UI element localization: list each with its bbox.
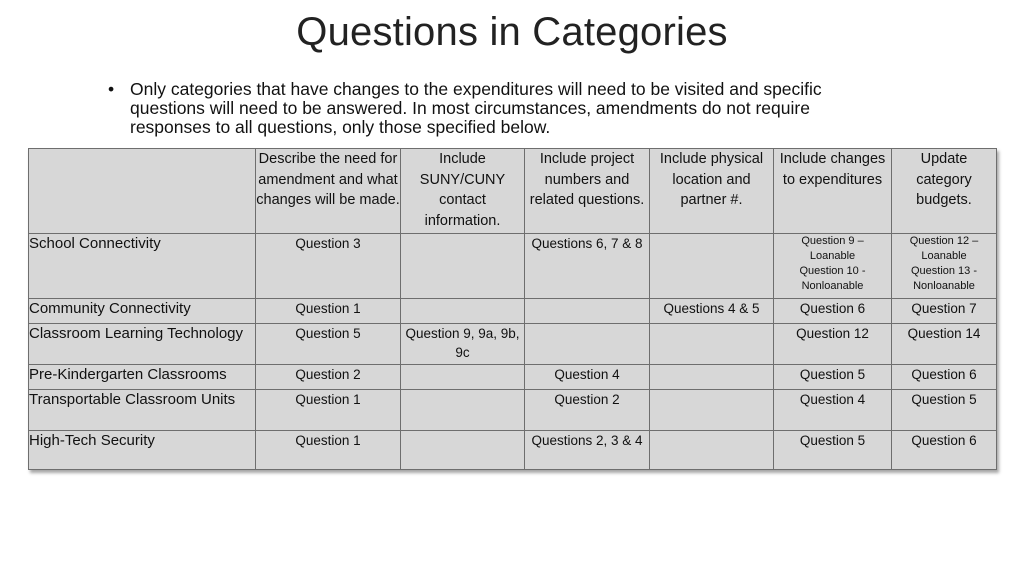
table-cell-expenditures: [774, 234, 892, 299]
table-cell: Questions 2, 3 & 4: [525, 431, 650, 470]
table-cell: Question 3: [256, 234, 401, 299]
table-cell: Questions 4 & 5: [650, 299, 774, 324]
table-row: [29, 324, 997, 365]
cell-line: Question 12 –: [909, 235, 979, 247]
table-row: [29, 234, 997, 299]
table-cell: Question 1: [256, 390, 401, 431]
cell-line: Loanable: [809, 250, 856, 262]
table-cell: Question 5: [256, 324, 401, 365]
cell-line: Question 9 –: [801, 235, 864, 247]
table-cell: Question 2: [256, 365, 401, 390]
table-cell: [650, 365, 774, 390]
cell-line: Nonloanable: [801, 280, 864, 292]
row-category: Transportable Classroom Units: [29, 390, 256, 431]
table-cell: [525, 324, 650, 365]
table-cell: Question 14: [892, 324, 997, 365]
header-suny-cuny-contact: Include SUNY/CUNY contact information.: [401, 149, 525, 234]
table-cell: Question 5: [774, 431, 892, 470]
table-cell: Question 7: [892, 299, 997, 324]
slide-title: Questions in Categories: [296, 10, 728, 54]
table-cell: [650, 431, 774, 470]
table-cell: [401, 234, 525, 299]
questions-table: [28, 148, 997, 470]
header-category-budgets: Update category budgets.: [892, 149, 997, 234]
table-cell: Question 12: [774, 324, 892, 365]
table-cell: [650, 234, 774, 299]
table-row: [29, 365, 997, 390]
table-cell: Question 4: [774, 390, 892, 431]
table-cell: [525, 299, 650, 324]
table-cell: [401, 431, 525, 470]
table-cell-budgets: [892, 234, 997, 299]
table-cell: Question 5: [892, 390, 997, 431]
table-cell: [401, 390, 525, 431]
table-cell: Question 6: [774, 299, 892, 324]
row-category: Community Connectivity: [29, 299, 256, 324]
row-category: High-Tech Security: [29, 431, 256, 470]
row-category: Classroom Learning Technology: [29, 324, 256, 365]
table-cell: Question 1: [256, 431, 401, 470]
table-cell: [650, 324, 774, 365]
table-cell: [401, 299, 525, 324]
bullet-text: Only categories that have changes to the expenditures will need to be visited and specific questions will need to be answered. In most circumstances, amendments do not require responses to all questions, only those specified below.: [130, 79, 822, 137]
header-expenditures: Include changes to expenditures: [774, 149, 892, 234]
table-row: [29, 431, 997, 470]
cell-line: Loanable: [921, 250, 967, 262]
cell-line: Question 13 -: [910, 265, 978, 277]
header-project-numbers: Include project numbers and related questions.: [525, 149, 650, 234]
bullet-dot-icon: •: [108, 79, 115, 99]
table-cell: Question 9, 9a, 9b, 9c: [401, 324, 525, 365]
table-cell: Question 1: [256, 299, 401, 324]
table-cell: Question 6: [892, 365, 997, 390]
row-category: Pre-Kindergarten Classrooms: [29, 365, 256, 390]
table-row: [29, 299, 997, 324]
row-category: School Connectivity: [29, 234, 256, 299]
table-cell: [401, 365, 525, 390]
table-cell: Question 4: [525, 365, 650, 390]
table-cell: Question 2: [525, 390, 650, 431]
table-cell: Questions 6, 7 & 8: [525, 234, 650, 299]
table-row: [29, 390, 997, 431]
header-describe-need: Describe the need for amendment and what changes will be made.: [256, 149, 401, 234]
header-physical-location: Include physical location and partner #.: [650, 149, 774, 234]
table-cell: Question 5: [774, 365, 892, 390]
bullet-point: [108, 80, 888, 137]
table-cell: [650, 390, 774, 431]
table-cell: Question 6: [892, 431, 997, 470]
table-header-row: [29, 149, 997, 234]
header-cell-empty: [29, 149, 256, 234]
cell-line: Nonloanable: [913, 280, 975, 292]
cell-line: Question 10 -: [799, 265, 866, 277]
